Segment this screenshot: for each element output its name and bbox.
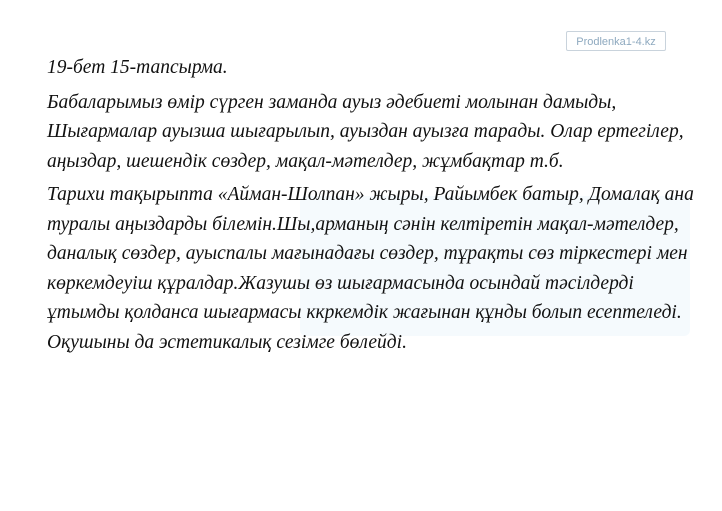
paragraph-2: Тарихи тақырыпта «Айман-Шолпан» жыры, Райымбек батыр, Домалақ ана туралы аңыздарды білемін.Шы,арманың сәнін келтіретін мақал-мәтелдер, даналық сөздер, ауыспалы мағынадағы сөздер, тұрақты сөз тіркестері мен көркемдеуіш құралдар.Жазушы өз шығармасында осындай тәсілдерді ұтымды қолданса шығармасы ккркемдік жағынан құнды болып есептеледі. Оқушыны да эстетикалық сезімге бөлейді. bbox=[47, 184, 694, 353]
document-body bbox=[47, 53, 697, 357]
paragraph-1: Бабаларымыз өмір сүрген заманда ауыз әдебиеті молынан дамыды, Шығармалар ауызша шығарылып, ауыздан ауызға тарады. Олар ертегілер, аңыздар, шешендік сөздер, мақал-мәтелдер, жұмбақтар т.б. bbox=[47, 91, 684, 172]
task-heading: 19-бет 15-тапсырма. bbox=[47, 57, 228, 78]
watermark-badge: Prodlenka1-4.kz bbox=[566, 31, 666, 51]
